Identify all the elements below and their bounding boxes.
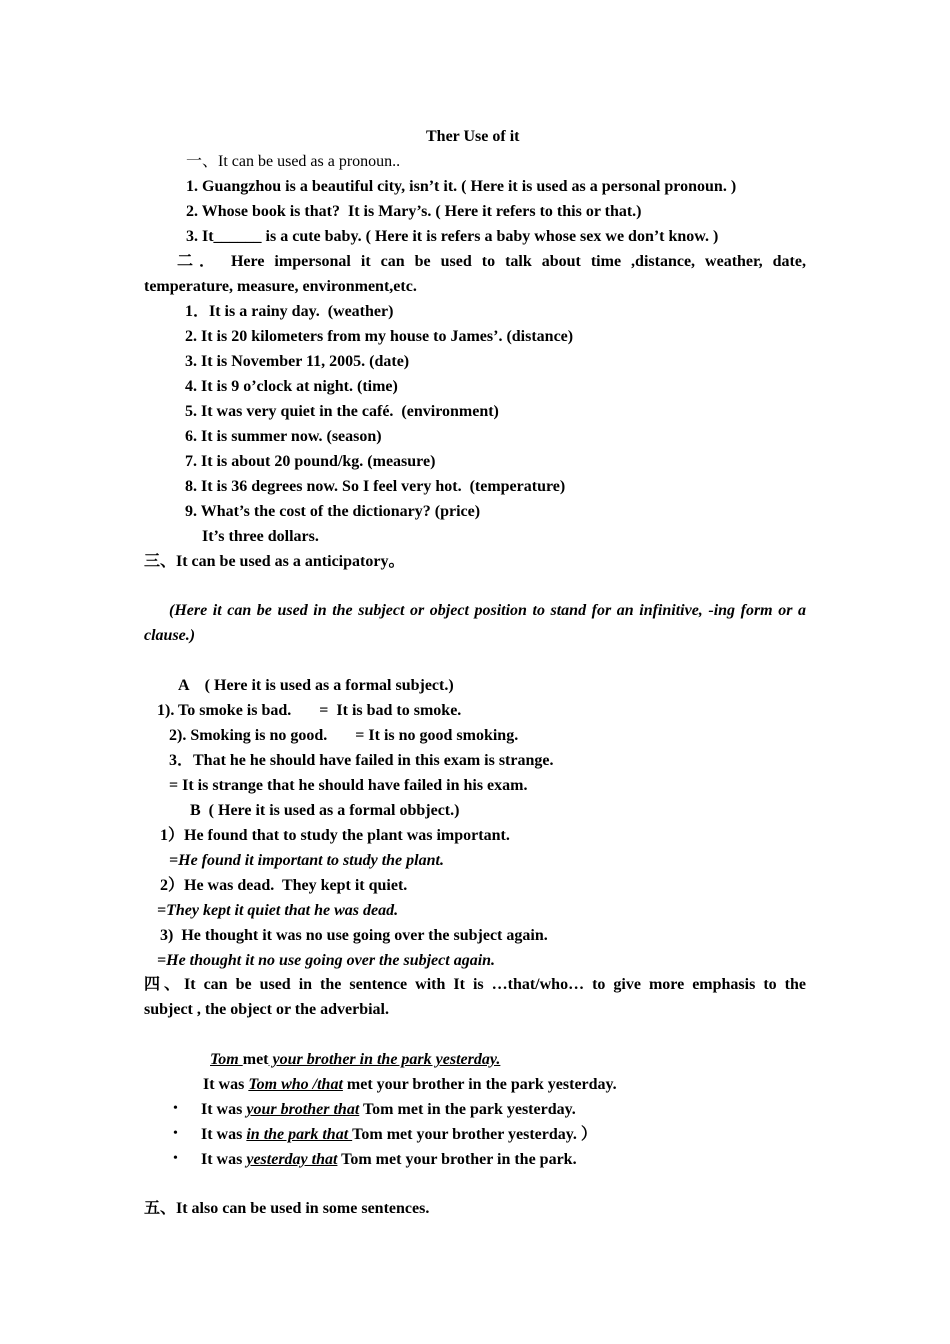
example-3-pre: It was [201, 1126, 247, 1143]
section5-heading: 五、It also can be used in some sentences. [144, 1200, 430, 1217]
section3-b-item-2: 2）He was dead. They kept it quiet. [160, 877, 408, 894]
bullet-icon: • [173, 1151, 178, 1166]
section3-b-item-2-rewrite: =They kept it quiet that he was dead. [157, 902, 399, 919]
section2-item-5: 5. It was very quiet in the café. (environment) [185, 403, 499, 420]
example-4-emphasis: yesterday that [246, 1151, 338, 1168]
example-1-pre: It was [203, 1076, 249, 1093]
section4-example-1 [203, 1075, 617, 1095]
section4-example-2 [201, 1100, 576, 1120]
section2-item-3: 3. It is November 11, 2005. (date) [185, 353, 410, 370]
section3-a-heading: A ( Here it is used as a formal subject.) [178, 677, 454, 694]
example-4-post: Tom met your brother in the park. [337, 1151, 577, 1168]
bullet-icon: • [173, 1126, 178, 1141]
section3-a-item-3: 3．That he he should have failed in this exam is strange. [169, 752, 554, 769]
section2-item-8: 8. It is 36 degrees now. So I feel very hot. (temperature) [185, 478, 566, 495]
section2-heading-line2: temperature, measure, environment,etc. [144, 278, 417, 295]
base-rest: your brother in the park yesterday. [268, 1051, 501, 1068]
example-1-post: met your brother in the park yesterday. [342, 1076, 617, 1093]
base-verb: met [242, 1051, 269, 1068]
section3-note-line2: clause.) [144, 627, 196, 644]
example-2-pre: It was [201, 1101, 247, 1118]
section3-b-item-1: 1）He found that to study the plant was important. [160, 827, 510, 844]
example-4-pre: It was [201, 1151, 247, 1168]
section3-a-item-1: 1). To smoke is bad. = It is bad to smoke. [157, 702, 462, 719]
example-2-post: Tom met in the park yesterday. [359, 1101, 576, 1118]
document-title: Ther Use of it [426, 128, 520, 145]
section4-example-3 [201, 1125, 597, 1145]
section3-note-line1: (Here it can be used in the subject or object position to stand for an infinitive, -ing form or a [169, 602, 806, 619]
section2-item-1: 1．It is a rainy day. (weather) [185, 303, 394, 320]
section3-a-item-2: 2). Smoking is no good. = It is no good smoking. [169, 727, 519, 744]
base-subject: Tom [210, 1051, 243, 1068]
section3-b-item-1-rewrite: =He found it important to study the plant. [169, 852, 444, 869]
section2-item-4: 4. It is 9 o’clock at night. (time) [185, 378, 398, 395]
section3-b-item-3: 3) He thought it was no use going over the subject again. [160, 927, 548, 944]
section2-heading-line1: 二． Here impersonal it can be used to talk about time ,distance, weather, date, [177, 253, 806, 270]
section3-a-item-3-rewrite: = It is strange that he should have failed in his exam. [169, 777, 528, 794]
section4-heading-line2: subject , the object or the adverbial. [144, 1001, 389, 1018]
bullet-icon: • [173, 1101, 178, 1116]
section2-item-2: 2. It is 20 kilometers from my house to James’. (distance) [185, 328, 574, 345]
example-3-emphasis: in the park that [246, 1126, 353, 1143]
section1-heading [186, 152, 400, 172]
section3-b-heading: B ( Here it is used as a formal obbject.) [190, 802, 460, 819]
section1-item-1: 1. Guangzhou is a beautiful city, isn’t it. ( Here it is used as a personal pronoun. ) [186, 178, 737, 195]
example-1-emphasis: Tom who /that [248, 1076, 343, 1093]
section1-heading-text: It can be used as a pronoun.. [218, 153, 401, 170]
section1-item-3: 3. It______ is a cute baby. ( Here it is refers a baby whose sex we don’t know. ) [186, 228, 719, 245]
section1-number: 一、 [186, 153, 219, 170]
section2-item-7: 7. It is about 20 pound/kg. (measure) [185, 453, 436, 470]
section4-heading-line1: 四、It can be used in the sentence with It is …that/who… to give more emphasis to the [144, 976, 806, 993]
section1-item-2: 2. Whose book is that? It is Mary’s. ( Here it refers to this or that.) [186, 203, 642, 220]
section2-item-9: 9. What’s the cost of the dictionary? (price) [185, 503, 481, 520]
section4-example-4 [201, 1150, 577, 1170]
section2-item-6: 6. It is summer now. (season) [185, 428, 382, 445]
section3-b-item-3-rewrite: =He thought it no use going over the subject again. [157, 952, 496, 969]
section3-heading: 三、It can be used as a anticipatory。 [144, 553, 405, 570]
section4-base-sentence [210, 1050, 500, 1070]
section2-item-9-answer: It’s three dollars. [202, 528, 319, 545]
example-2-emphasis: your brother that [246, 1101, 360, 1118]
example-3-post: Tom met your brother yesterday. ） [352, 1126, 597, 1143]
